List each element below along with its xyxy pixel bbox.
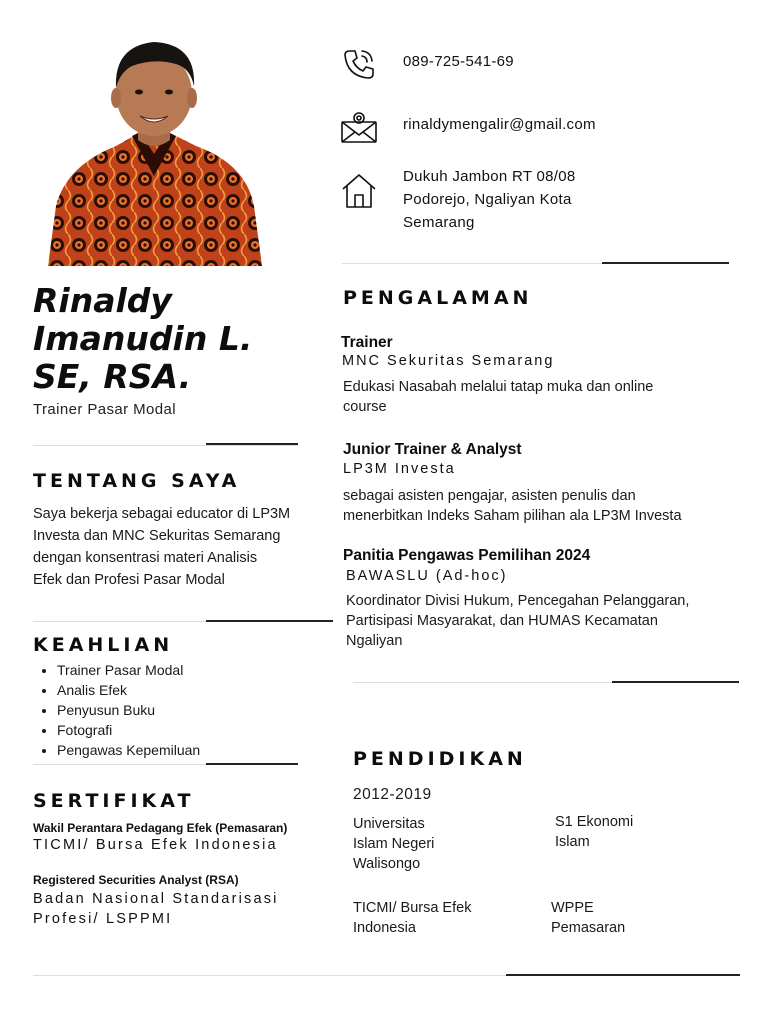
divider-accent — [206, 763, 298, 765]
degree-line: WPPE — [551, 900, 594, 916]
experience-title: PENGALAMAN — [343, 287, 533, 309]
about-text — [33, 503, 333, 591]
certificate-org: TICMI/ Bursa Efek Indonesia — [33, 837, 278, 853]
job-description-line: Partisipasi Masyarakat, dan HUMAS Kecamatan — [346, 613, 658, 629]
job-org: BAWASLU (Ad-hoc) — [346, 568, 508, 584]
skill-item: • Pengawas Kepemiluan — [57, 740, 200, 760]
skill-item: • Fotografi — [57, 720, 200, 740]
certificates-title: SERTIFIKAT — [33, 790, 195, 812]
certificate-org: Profesi/ LSPPMI — [33, 911, 173, 927]
institution-line: Indonesia — [353, 920, 416, 936]
profile-subtitle: Trainer Pasar Modal — [33, 401, 176, 418]
divider-accent — [206, 620, 333, 622]
institution-line: TICMI/ Bursa Efek — [353, 900, 472, 916]
about-line: Efek dan Profesi Pasar Modal — [33, 572, 225, 588]
divider-accent — [206, 443, 298, 445]
institution-line: Walisongo — [353, 856, 421, 872]
job-role: Panitia Pengawas Pemilihan 2024 — [343, 547, 591, 564]
job-description-line: Edukasi Nasabah melalui tatap muka dan online — [343, 379, 654, 395]
institution-line: Islam Negeri — [353, 836, 435, 852]
job-role: Trainer — [341, 334, 393, 351]
address-line: Podorejo, Ngaliyan Kota — [403, 191, 572, 208]
job-description — [343, 486, 753, 526]
education-institution — [353, 814, 513, 874]
divider-accent — [612, 681, 739, 683]
name-line-3: SE, RSA. — [33, 357, 192, 396]
education-title: PENDIDIKAN — [353, 748, 527, 770]
job-description-line: sebagai asisten pengajar, asisten penulis dan — [343, 488, 636, 504]
name-line-1: Rinaldy — [33, 281, 172, 320]
job-role: Junior Trainer & Analyst — [343, 441, 522, 458]
skill-item: • Analis Efek — [57, 680, 200, 700]
divider — [33, 445, 298, 446]
job-description — [343, 377, 743, 417]
job-org: LP3M Investa — [343, 461, 456, 477]
profile-name — [33, 282, 333, 396]
address — [403, 165, 643, 234]
divider-accent — [602, 262, 729, 264]
address-line: Dukuh Jambon RT 08/08 — [403, 168, 576, 185]
phone-number[interactable]: 089-725-541-69 — [403, 53, 514, 70]
job-description-line: Koordinator Divisi Hukum, Pencegahan Pelanggaran, — [346, 593, 690, 609]
footer-divider-accent — [506, 974, 740, 976]
job-org: MNC Sekuritas Semarang — [342, 353, 555, 369]
degree-line: Pemasaran — [551, 920, 626, 936]
skills-list — [57, 660, 200, 760]
about-line: dengan konsentrasi materi Analisis — [33, 550, 258, 566]
education-years: 2012-2019 — [353, 786, 432, 803]
job-description-line: menerbitkan Indeks Saham pilihan ala LP3M Investa — [343, 508, 682, 524]
skills-title: KEAHLIAN — [33, 634, 174, 656]
skill-item: • Trainer Pasar Modal — [57, 660, 200, 680]
about-line: Investa dan MNC Sekuritas Semarang — [33, 528, 281, 544]
job-description — [346, 591, 756, 651]
certificate-title: Wakil Perantara Pedagang Efek (Pemasaran) — [33, 821, 288, 835]
email-icon — [340, 110, 376, 146]
certificate-title: Registered Securities Analyst (RSA) — [33, 873, 239, 887]
job-description-line: Ngaliyan — [346, 633, 403, 649]
phone-icon — [341, 46, 377, 82]
address-line: Semarang — [403, 214, 475, 231]
education-degree — [555, 812, 715, 852]
institution-line: Universitas — [353, 816, 425, 832]
skill-item: • Penyusun Buku — [57, 700, 200, 720]
home-icon — [341, 172, 377, 208]
email-address[interactable]: rinaldymengalir@gmail.com — [403, 116, 596, 133]
about-line: Saya bekerja sebagai educator di LP3M — [33, 506, 291, 522]
certificate-org: Badan Nasional Standarisasi — [33, 891, 279, 907]
name-line-2: Imanudin L. — [33, 319, 253, 358]
job-description-line: course — [343, 399, 387, 415]
degree-line: Islam — [555, 834, 590, 850]
degree-line: S1 Ekonomi — [555, 814, 634, 830]
profile-photo — [46, 36, 264, 266]
education-institution — [353, 898, 533, 938]
about-title: TENTANG SAYA — [33, 470, 241, 492]
education-degree — [551, 898, 711, 938]
